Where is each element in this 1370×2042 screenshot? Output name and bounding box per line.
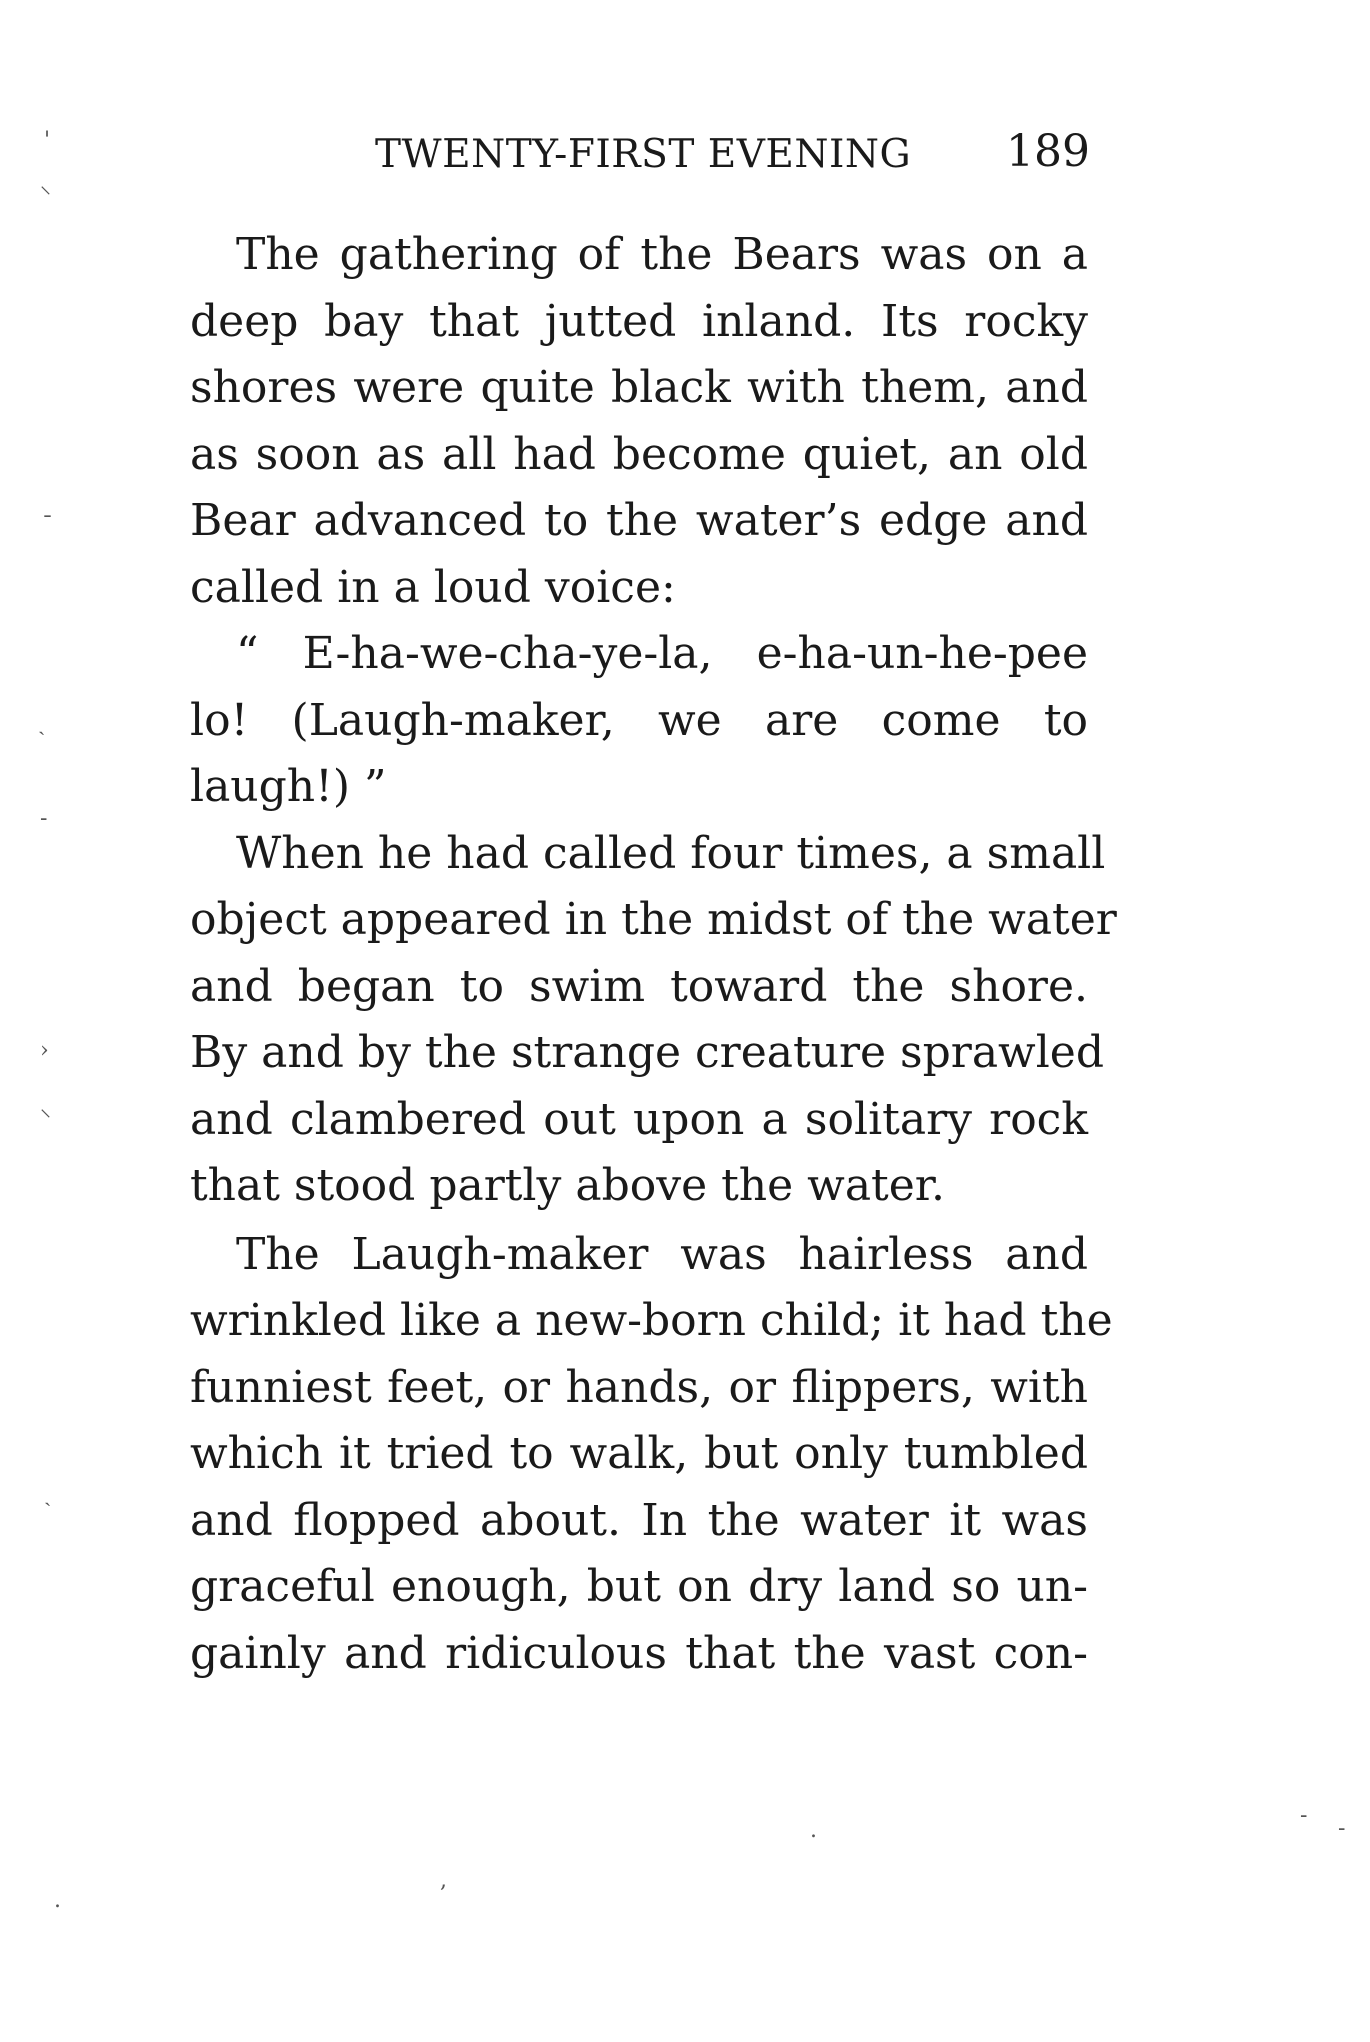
text-line: The gathering of the Bears was on a: [236, 229, 1088, 280]
text-line: deep bay that jutted inland. Its rocky: [190, 295, 1088, 347]
text-line: which it tried to walk, but only tumbled: [190, 1428, 1088, 1479]
text-line: Bear advanced to the water’s edge and: [190, 495, 1088, 546]
scan-speck: -: [1338, 1816, 1346, 1841]
scan-speck: .: [54, 1888, 61, 1913]
scan-speck: ›: [40, 1038, 49, 1063]
page-number: 189: [1006, 126, 1090, 177]
running-head: [375, 126, 1090, 182]
running-title: TWENTY-FIRST EVENING: [375, 132, 912, 177]
body-text: [190, 222, 1117, 1687]
text-line: called in a loud voice:: [190, 561, 676, 613]
text-line: funniest feet, or hands, or flippers, with: [190, 1361, 1088, 1413]
text-line: and began to swim toward the shore.: [190, 960, 1088, 1012]
text-line: laugh!) ”: [190, 761, 387, 812]
scan-speck: ⸌: [40, 1106, 52, 1131]
scan-speck: -: [40, 806, 48, 831]
text-line: object appeared in the midst of the water: [190, 894, 1117, 945]
text-line: and clambered out upon a solitary rock: [190, 1093, 1088, 1145]
text-line: and flopped about. In the water it was: [190, 1494, 1088, 1546]
text-line: The Laugh-maker was hairless and: [236, 1228, 1088, 1280]
text-line: shores were quite black with them, and: [190, 362, 1088, 413]
scan-speck: ': [44, 128, 51, 153]
text-line: gainly and ridiculous that the vast con-: [190, 1627, 1088, 1679]
text-line: “ E-ha-we-cha-ye-la, e-ha-un-he-pee: [236, 628, 1088, 679]
scan-speck: ˉ: [42, 513, 53, 538]
scan-speck: ,: [440, 1868, 447, 1893]
text-line: that stood partly above the water.: [190, 1160, 945, 1211]
text-line: lo! (Laugh-maker, we are come to: [190, 694, 1088, 746]
text-line: wrinkled like a new-born child; it had the: [190, 1295, 1113, 1346]
scan-speck: -: [1300, 1803, 1308, 1828]
scan-speck: ˎ: [38, 711, 46, 736]
scan-speck: ˎ: [44, 1482, 52, 1507]
text-line: as soon as all had become quiet, an old: [190, 428, 1088, 480]
scan-speck: .: [810, 1818, 817, 1843]
scan-speck: ⸌: [40, 183, 52, 208]
text-line: When he had called four times, a small: [236, 827, 1106, 879]
text-line: graceful enough, but on dry land so un-: [190, 1561, 1088, 1612]
text-line: By and by the strange creature sprawled: [190, 1027, 1104, 1078]
